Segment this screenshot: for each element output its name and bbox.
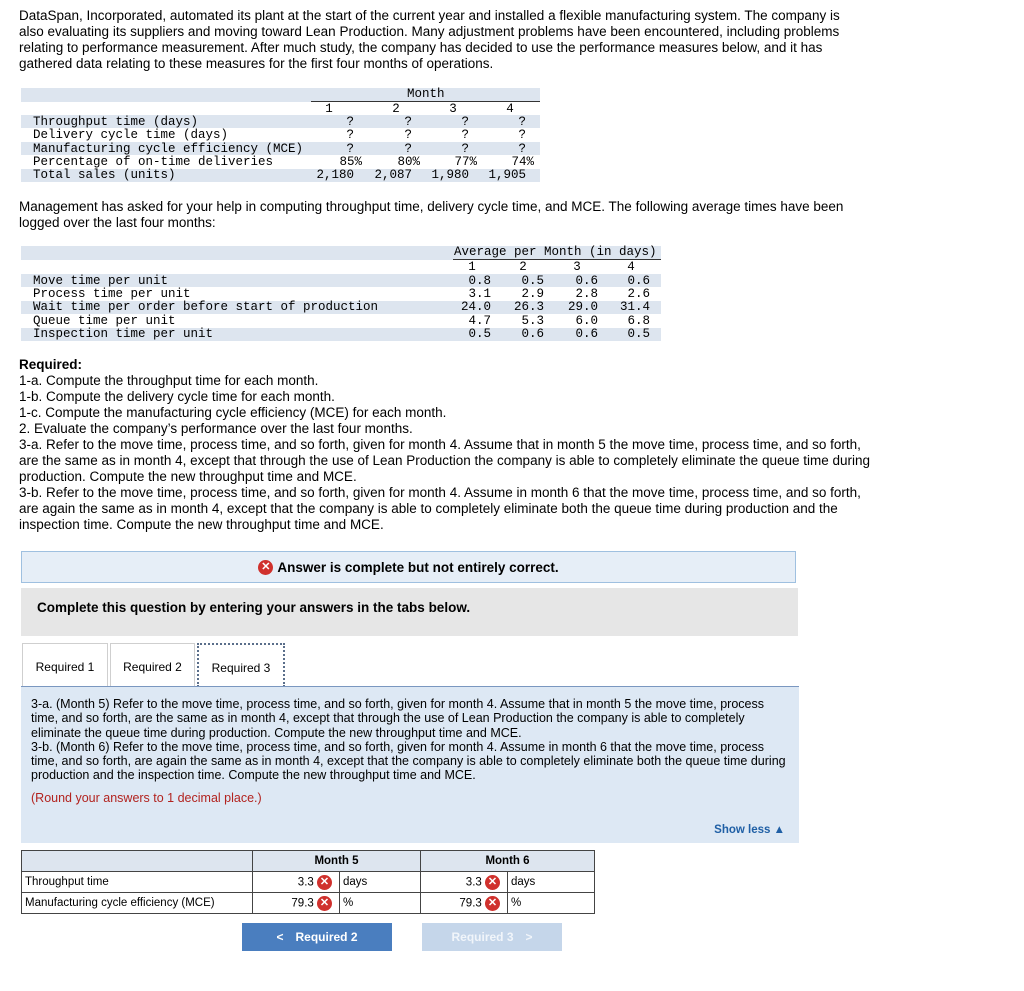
tab-label: Required 2 [123,660,182,674]
table2-row-label: Inspection time per unit [33,327,214,341]
table2-cell: 0.5 [521,274,544,288]
tab-required-1[interactable] [22,643,108,687]
table1-month: 4 [506,102,514,116]
table2-cell: 6.0 [575,314,598,328]
unit-label: days [340,872,421,893]
table2-row-label: Process time per unit [33,287,191,301]
required-item: 1-c. Compute the manufacturing cycle efficiency (MCE) for each month. [19,405,447,420]
required-item: 1-a. Compute the throughput time for each month. [19,373,319,388]
throughput-month5-input[interactable] [253,872,340,893]
table1-cell: 2,087 [374,168,412,182]
table1-cell: ? [461,142,469,156]
tab-required-3[interactable] [197,643,285,687]
tab-panel [21,686,799,843]
table2-cell: 0.6 [521,327,544,341]
answer-header-blank [22,851,253,872]
table2-header: Average per Month (in days) [454,245,657,259]
unit-label: % [340,893,421,914]
answer-header-month6: Month 6 [421,851,595,872]
throughput-month6-input[interactable] [421,872,508,893]
table1-cell: ? [518,142,526,156]
mce-month6-input[interactable] [421,893,508,914]
table2-cell: 3.1 [468,287,491,301]
table-row [22,872,595,893]
table2-month: 3 [573,260,581,274]
table2-cell: 0.6 [575,327,598,341]
table1-cell: ? [518,128,526,142]
table1-cell: ? [461,128,469,142]
unit-label: % [508,893,595,914]
required-heading: Required: [19,357,83,372]
answer-table [21,850,595,914]
prev-button-label: Required 2 [295,930,358,944]
table1-cell: ? [518,115,526,129]
table1-cell: 1,905 [488,168,526,182]
required-item: 2. Evaluate the company’s performance over the last four months. [19,421,413,436]
table2-cell: 0.5 [468,327,491,341]
chevron-right-icon: > [525,930,533,944]
table2-month: 1 [468,260,476,274]
incorrect-icon: ✕ [317,896,332,911]
answer-status-text: Answer is complete but not entirely correct. [277,559,559,575]
next-required-3-button[interactable] [422,923,562,951]
prev-required-2-button[interactable] [242,923,392,951]
table1-cell: ? [404,128,412,142]
table2-row-label: Wait time per order before start of production [33,300,379,314]
table-row [22,893,595,914]
error-icon: ✕ [258,560,273,575]
table1-row-label: Throughput time (days) [33,115,199,129]
table1-month: 2 [392,102,400,116]
required-section [19,357,881,533]
instructions-box [21,588,798,636]
table1-month: 3 [449,102,457,116]
table1-row-label: Manufacturing cycle efficiency (MCE) [33,142,304,156]
input-value: 3.3 [465,876,482,889]
table1-cell: ? [404,115,412,129]
mce-month5-input[interactable] [253,893,340,914]
tab-label: Required 1 [35,660,95,674]
table2-month: 4 [627,260,635,274]
table2-row-label: Queue time per unit [33,314,176,328]
table1-header: Month [407,87,445,101]
table1-cell: ? [461,115,469,129]
table1-cell: ? [346,142,354,156]
answer-row-label: Manufacturing cycle efficiency (MCE) [22,893,253,914]
table2-cell: 2.8 [575,287,598,301]
table2-row-label: Move time per unit [33,274,169,288]
table1-cell: ? [404,142,412,156]
tab-label: Required 3 [211,661,271,675]
table2-cell: 6.8 [627,314,650,328]
required-item: 3-b. Refer to the move time, process time, and so forth, given for month 4. Assume in month 6 that the move time, process time, and so forth, are again the same as in month 4, except that the company is able to completely eliminate both the queue time during production and the inspection time. Compute the new throughput time and MCE. [19,485,861,532]
table2-cell: 2.9 [521,287,544,301]
answer-status-banner [21,551,796,583]
table2-cell: 0.6 [627,274,650,288]
rounding-note: (Round your answers to 1 decimal place.) [31,790,262,805]
incorrect-icon: ✕ [317,875,332,890]
input-value: 79.3 [459,897,482,910]
answer-row-label: Throughput time [22,872,253,893]
table1-cell: 2,180 [316,168,354,182]
unit-label: days [508,872,595,893]
input-value: 79.3 [291,897,314,910]
table1-cell: ? [346,115,354,129]
chevron-left-icon: < [276,930,284,944]
table2-cell: 0.5 [627,327,650,341]
input-value: 3.3 [297,876,314,889]
table1-cell: ? [346,128,354,142]
table1-cell: 1,980 [431,168,469,182]
tab-required-2[interactable] [110,643,195,687]
table1-row-label: Delivery cycle time (days) [33,128,229,142]
intro-text: DataSpan, Incorporated, automated its plant at the start of the current year and installed a flexible manufacturing system. The company is also evaluating its suppliers and moving toward Lean Production. Many adjustment problems have been encountered, including problems relating to performance measurement. After much study, the company has decided to use the performance measures below, and it has gathered data relating to these measures for the first four months of operations. [19,8,840,71]
incorrect-icon: ✕ [485,875,500,890]
table2-cell: 2.6 [627,287,650,301]
answer-header-month5: Month 5 [253,851,421,872]
table2-month: 2 [519,260,527,274]
table2-cell: 5.3 [521,314,544,328]
table2-cell: 0.6 [575,274,598,288]
table1-row-label: Percentage of on-time deliveries [33,155,274,169]
panel-question-b: 3-b. (Month 6) Refer to the move time, process time, and so forth, given for month 4. Assume in month 6 that the move time, process time, and so forth, are again the same as in month 4, except that the company is able to completely eliminate both the queue time during production and the inspection time. Compute the new throughput time and MCE. [31,739,786,783]
table1-cell: 74% [511,155,534,169]
table1-month: 1 [325,102,333,116]
table1-cell: 77% [454,155,477,169]
table2-cell: 24.0 [460,300,491,314]
table1-cell: 80% [397,155,420,169]
table1-row-label: Total sales (units) [33,168,176,182]
incorrect-icon: ✕ [485,896,500,911]
table2-cell: 4.7 [468,314,491,328]
table2-cell: 31.4 [619,300,650,314]
instructions-text: Complete this question by entering your answers in the tabs below. [37,600,471,615]
required-item: 1-b. Compute the delivery cycle time for each month. [19,389,335,404]
management-text: Management has asked for your help in computing throughput time, delivery cycle time, and MCE. The following average times have been logged over the last four months: [19,199,844,230]
next-button-label: Required 3 [451,930,514,944]
table2-cell: 29.0 [567,300,598,314]
show-less-link[interactable]: Show less ▲ [714,823,785,836]
table1-cell: 85% [339,155,362,169]
table2-cell: 0.8 [468,274,491,288]
panel-question-a: 3-a. (Month 5) Refer to the move time, process time, and so forth, given for month 4. Assume that in month 5 the move time, process time, and so forth, are the same as in month 4, except that through the use of Lean Production the company is able to completely eliminate the queue time during production. Compute the new throughput time and MCE. [31,697,764,740]
table2-cell: 26.3 [513,300,544,314]
required-item: 3-a. Refer to the move time, process time, and so forth, given for month 4. Assume that in month 5 the move time, process time, and so forth, are the same as in month 4, except that through the use of Lean Production the company is able to completely eliminate the queue time during production. Compute the new throughput time and MCE. [19,437,871,484]
